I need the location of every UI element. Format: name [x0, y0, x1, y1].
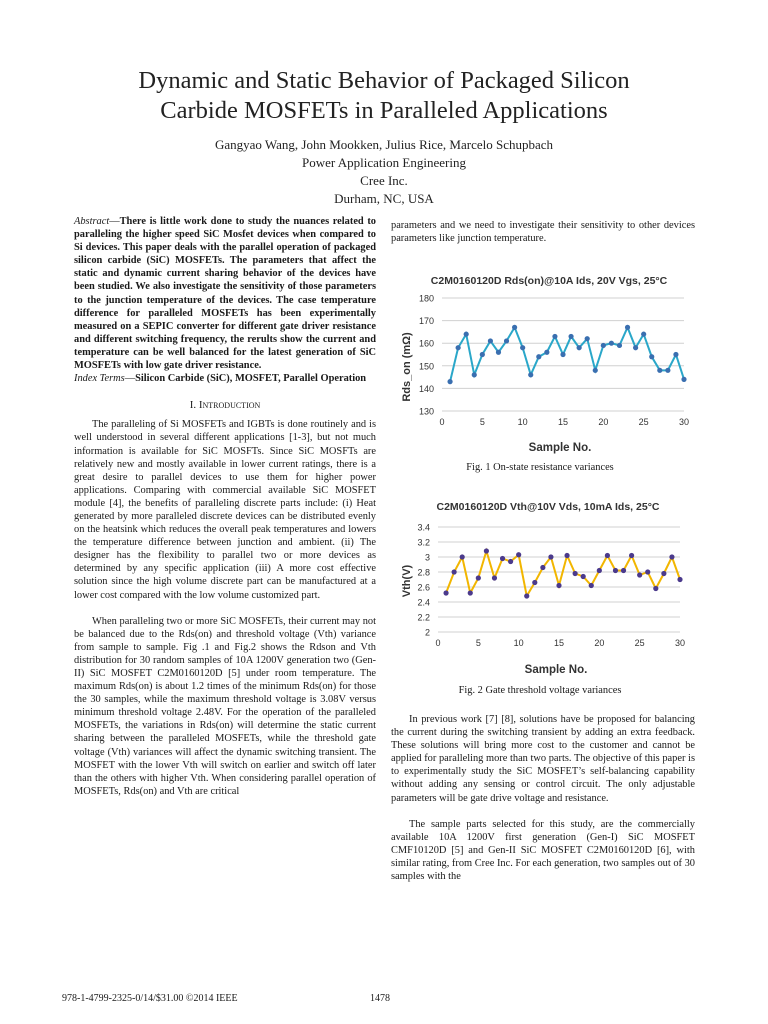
f1-x-tick-label: 25	[638, 417, 649, 427]
f2-data-point	[556, 583, 561, 588]
f2-y-tick-label: 3	[424, 552, 430, 563]
f1-data-point	[665, 368, 670, 373]
f2-x-tick-label: 20	[594, 638, 605, 648]
f1-data-point	[625, 325, 630, 330]
fig2-series-line	[446, 551, 680, 596]
f1-y-tick-label: 160	[418, 338, 434, 349]
f1-data-point	[472, 372, 477, 377]
f2-data-point	[476, 575, 481, 580]
fig2-x-axis-label: Sample No.	[524, 664, 588, 676]
title-line-2: Carbide MOSFETs in Paralleled Applications	[160, 97, 608, 124]
f1-data-point	[464, 332, 469, 337]
f1-data-point	[568, 334, 573, 339]
f2-data-point	[484, 548, 489, 553]
f1-data-point	[617, 343, 622, 348]
f2-data-point	[492, 575, 497, 580]
fig2-x-ticks	[435, 638, 685, 648]
f1-data-point	[544, 350, 549, 355]
f2-data-point	[452, 569, 457, 574]
fig1-y-axis-label: Rds_on (mΩ)	[401, 332, 413, 402]
f2-data-point	[605, 553, 610, 558]
f2-y-tick-label: 2.8	[417, 567, 430, 578]
f1-data-point	[649, 354, 654, 359]
fig2-y-ticks	[417, 523, 430, 638]
f2-data-point	[653, 586, 658, 591]
f2-data-point	[613, 568, 618, 573]
f1-data-point	[488, 338, 493, 343]
abstract-text: There is little work done to study the nuances related to paralleling the higher speed SiC Mosfet devices when compared to Si devices. This paper deals with the parallel operation of packaged silicon carbide (SiC) MOSFETs. The parameters that affect the static and dynamic current sharing behavior of the devices have been studied. We also investigate the sensitivity of those parameters to the junction temperature of the devices. The case temperature difference for paralleled MOSFETs has been experimentally measured on a SEPIC converter for different gate driver resistance and different switching frequency, the rerults show the current and temperature can be well balanced for the latest generation of SiC MOSFETs with low gate driver resistance.	[74, 216, 376, 372]
f1-x-tick-label: 30	[678, 417, 690, 427]
f1-data-point	[633, 345, 638, 350]
f1-x-tick-label: 15	[557, 417, 569, 427]
fig1-markers	[447, 325, 686, 384]
f1-y-tick-label: 150	[418, 361, 434, 372]
f2-data-point	[581, 574, 586, 579]
f1-data-point	[560, 352, 565, 357]
f1-data-point	[512, 325, 517, 330]
f1-y-tick-label: 170	[418, 316, 434, 327]
organization: Cree Inc.	[360, 173, 408, 188]
right-column-bottom	[391, 713, 695, 883]
f1-x-tick-label: 20	[598, 417, 609, 427]
footer-copyright: 978-1-4799-2325-0/14/$31.00 ©2014 IEEE	[62, 993, 238, 1004]
f2-y-tick-label: 2.4	[417, 597, 430, 608]
f2-data-point	[460, 554, 465, 559]
fig1-series-line	[450, 327, 684, 381]
f1-data-point	[657, 368, 662, 373]
right-paragraph-top: parameters and we need to investigate their sensitivity to other devices parameters like junction temperature.	[391, 220, 695, 245]
page-number: 1478	[370, 993, 390, 1004]
f2-x-tick-label: 30	[674, 638, 686, 648]
f2-data-point	[516, 552, 521, 557]
f2-x-tick-label: 10	[513, 638, 524, 648]
intro-paragraph-1: The paralleling of Si MOSFETs and IGBTs is done routinely and is well understood in several different applications [1-3], but not much information is available for SiC MOSFTs. Since SiC MOSFTs are relatively new and mostly available in lower current ratings, there is a great desire to parallel devices to use them for higher power applications. Comparing with commercial available SiC MOSFET module [4], the benefits of paralleling discrete parts include: (i) Heat generated by more paralleled discrete devices can be distributed evenly on the heatsink which reduces the overall peak temperatures and lowers the temperature difference between junction and ambient. (ii) The designer has the flexibility to parallel two or more devices as determined by any specific application (iii) A more cost effective solution since the high volume discrete part can be manufactured at a lower cost compared with the low volume customized part.	[74, 419, 376, 601]
f2-y-tick-label: 3.2	[417, 537, 430, 548]
abstract-label: Abstract	[74, 216, 110, 227]
f2-data-point	[677, 577, 682, 582]
f2-data-point	[500, 556, 505, 561]
f1-data-point	[456, 345, 461, 350]
paper-title	[40, 66, 728, 126]
f1-x-tick-label: 10	[517, 417, 528, 427]
fig2-gridlines	[438, 527, 680, 632]
f1-y-tick-label: 140	[418, 383, 434, 394]
f2-y-tick-label: 3.4	[417, 522, 430, 533]
department: Power Application Engineering	[302, 155, 466, 170]
f1-data-point	[641, 332, 646, 337]
f1-data-point	[577, 345, 582, 350]
f1-data-point	[496, 350, 501, 355]
fig1-y-ticks	[419, 294, 434, 417]
authors: Gangyao Wang, John Mookken, Julius Rice, Marcelo Schupbach	[214, 137, 554, 152]
f2-data-point	[532, 580, 537, 585]
fig2-title: C2M0160120D Vth@10V Vds, 10mA Ids, 25°C	[436, 501, 660, 513]
f2-data-point	[621, 568, 626, 573]
f2-data-point	[443, 590, 448, 595]
left-column	[74, 215, 376, 798]
fig1-title: C2M0160120D Rds(on)@10A Ids, 20V Vgs, 25°C	[430, 275, 668, 287]
f1-data-point	[673, 352, 678, 357]
f1-data-point	[480, 352, 485, 357]
index-terms-label: Index Terms	[74, 373, 125, 385]
section-heading-introduction: I. Introduction	[189, 399, 261, 412]
f1-data-point	[593, 368, 598, 373]
abstract: Abstract—There is little work done to study the nuances related to paralleling the higher speed SiC Mosfet devices when compared to Si devices. This paper deals with the parallel operation of packaged silicon carbide (SiC) MOSFETs. The parameters that affect the static and dynamic current sharing behavior of the devices have been studied. We also investigate the sensitivity of those parameters to the junction temperature of the devices. The case temperature difference for paralleled MOSFETs has been experimentally measured on a SEPIC converter for different gate driver resistance and different switching frequency, the rerults show the current and temperature can be well balanced for the latest generation of SiC MOSFETs with low gate driver resistance.	[74, 216, 376, 372]
fig2-caption: Fig. 2 Gate threshold voltage variances	[458, 685, 622, 696]
f2-x-tick-label: 5	[475, 638, 481, 648]
f2-x-tick-label: 25	[634, 638, 645, 648]
f1-y-tick-label: 130	[418, 406, 434, 417]
right-column-top	[391, 219, 695, 245]
figure-2-chart	[394, 496, 704, 681]
f1-x-tick-label: 5	[479, 417, 485, 427]
f1-y-tick-label: 180	[418, 293, 434, 304]
index-terms-text: Silicon Carbide (SiC), MOSFET, Parallel Operation	[135, 373, 367, 385]
figure-1-chart	[394, 268, 704, 458]
f2-data-point	[661, 571, 666, 576]
right-paragraph-4: The sample parts selected for this study, are the commercially available 10A 1200V first generation (Gen-I) SiC MOSFET CMF10120D [5] and Gen-II SiC MOSFET C2M0160120D [6], with similar rating, from Cree Inc. For each generation, two samples out of 30 samples with the	[391, 818, 695, 883]
f1-data-point	[552, 334, 557, 339]
f1-data-point	[447, 379, 452, 384]
fig1-x-axis-label: Sample No.	[528, 442, 592, 454]
f2-data-point	[597, 568, 602, 573]
f2-data-point	[637, 572, 642, 577]
f2-x-tick-label: 15	[553, 638, 565, 648]
f2-data-point	[540, 565, 545, 570]
f2-y-tick-label: 2.2	[417, 612, 430, 623]
fig1-x-ticks	[439, 417, 689, 427]
f1-x-tick-label: 0	[439, 417, 445, 427]
fig2-y-axis-label: Vth(V)	[401, 564, 413, 598]
f1-data-point	[681, 377, 686, 382]
intro-paragraph-2: When paralleling two or more SiC MOSFETs, their current may not be balanced due to the Rds(on) and threshold voltage (Vth) variance from sample to sample. Fig .1 and Fig.2 shows the Rdson and Vth distribution for 30 random samples of 10A 1200V generation two (Gen-II) SiC MOSFET C2M0160120D [5] under room temperature. The maximum Rds(on) is about 1.2 times of the minimum Rds(on) for those the 30 samples, while the maximum threshold voltage is 3.08V versus minimum threshold voltage 2.48V. For the operation of the paralleled MOSFETs, the variations in Rds(on) will determine the static current sharing between the paralleled MOSFETs, while the threshold gate voltage (Vth) variances will affect the dynamic switching transient. The MOSFET with the lower Vth will switch on earlier and switch off later than the others with higher Vth. When considering parallel operation of MOSFETs, Rds(on) and Vth are critical	[74, 615, 376, 797]
f2-data-point	[548, 554, 553, 559]
f2-data-point	[508, 559, 513, 564]
f1-data-point	[609, 341, 614, 346]
f2-data-point	[629, 553, 634, 558]
f1-data-point	[504, 338, 509, 343]
f1-data-point	[601, 343, 606, 348]
f1-data-point	[528, 372, 533, 377]
f2-y-tick-label: 2	[424, 627, 430, 638]
fig1-caption: Fig. 1 On-state resistance variances	[466, 462, 614, 473]
f2-y-tick-label: 2.6	[417, 582, 430, 593]
f2-x-tick-label: 0	[435, 638, 441, 648]
f2-data-point	[564, 553, 569, 558]
f2-data-point	[645, 569, 650, 574]
right-paragraph-3: In previous work [7] [8], solutions have be proposed for balancing the current during the switching transient by adding an extra feedback. These solutions will bring more cost to the customer and cannot be applied for paralleling more than two parts. The objective of this paper is to experimentally study the SiC MOSFET’s self-balancing capability without adding any sensing or control circuit. The only adjustable parameters will be gate drive voltage and resistance.	[391, 714, 695, 804]
index-terms: Index Terms—Silicon Carbide (SiC), MOSFET, Parallel Operation	[74, 373, 367, 385]
f1-data-point	[520, 345, 525, 350]
f2-data-point	[468, 590, 473, 595]
f2-data-point	[669, 554, 674, 559]
title-line-1: Dynamic and Static Behavior of Packaged Silicon	[138, 67, 630, 94]
f2-data-point	[589, 583, 594, 588]
location: Durham, NC, USA	[334, 191, 434, 206]
f1-data-point	[585, 336, 590, 341]
f2-data-point	[524, 593, 529, 598]
f2-data-point	[573, 571, 578, 576]
f1-data-point	[536, 354, 541, 359]
